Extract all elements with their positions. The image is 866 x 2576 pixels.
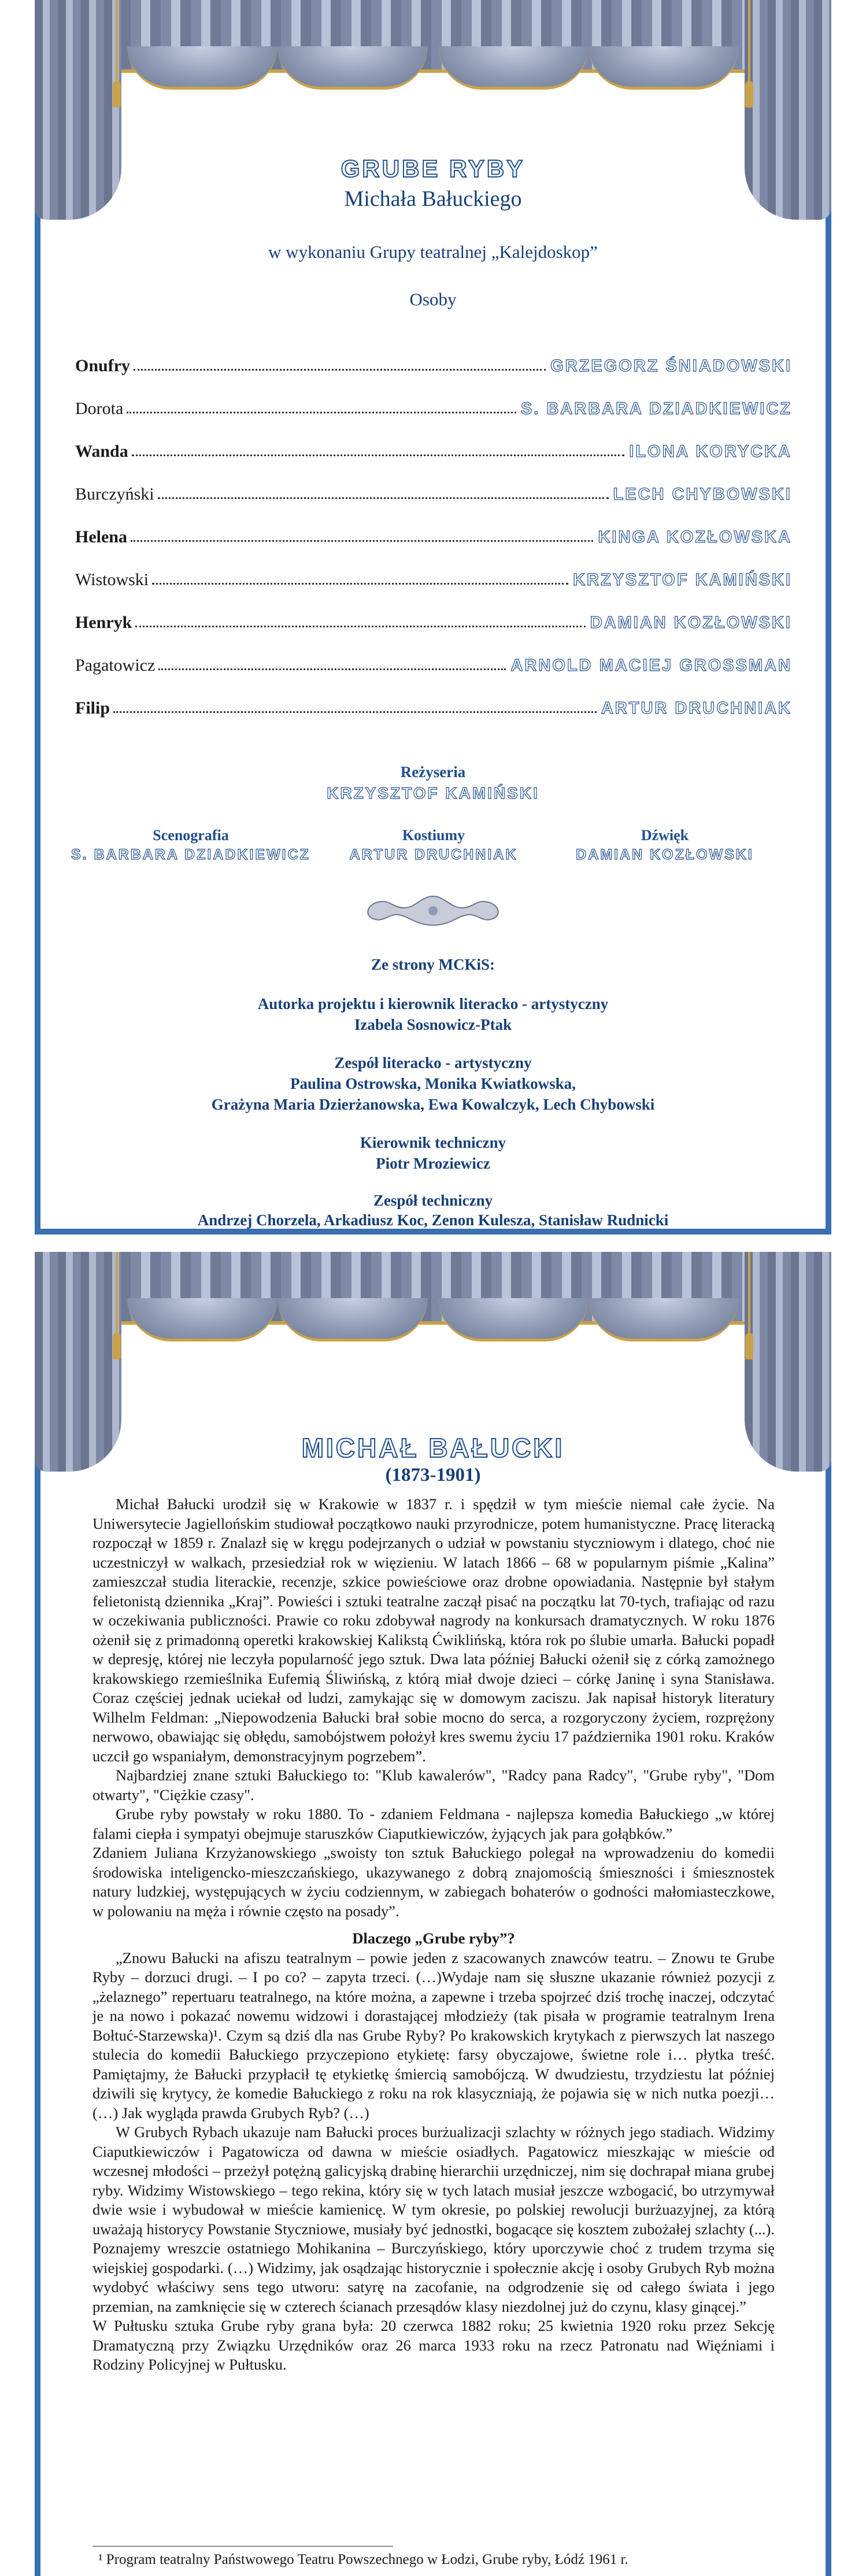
author-role: Autorka projektu i kierownik literacko - artystyczny [257,995,609,1012]
play-author: Michała Bałuckiego [344,187,522,211]
cast-row [75,646,792,675]
cast-actor: GRZEGORZ ŚNIADOWSKI [550,357,792,375]
director-name: KRZYSZTOF KAMIŃSKI [327,784,539,802]
cast-actor: ARNOLD MACIEJ GROSSMAN [510,656,792,675]
costumes-credit [324,827,543,863]
curtain-swag [277,46,428,90]
scenography-heading: Scenografia [153,827,229,844]
curtain-tassel [745,1333,753,1359]
curtain-swag [127,46,277,90]
ornament-divider-icon [358,890,508,931]
cast-role: Pagatowicz [75,656,156,675]
leader-dots [113,711,597,713]
bio-paragraph: Zdaniem Juliana Krzyżanowskiego „swoisty ton sztuk Bałuckiego polegał na wprowadzeniu do komedii środowiska inteligencko-mieszczańskiego, ukazywanego z dobrą znajomością śmieszności i śmiesznostek natury ludzkiej, występujących w życiu codziennym, w zabiegach bohaterów o godności małomiasteczkowe, w polowaniu na męża i równie często na posady”. [92,1844,775,1920]
persons-heading: Osoby [409,289,457,309]
sound-name: DAMIAN KOZŁOWSKI [576,847,754,863]
cast-role: Onufry [75,356,131,375]
curtain-swag [438,1298,589,1341]
curtain-swag [589,1298,739,1341]
cast-actor: LECH CHYBOWSKI [613,485,792,504]
author-name: Izabela Sosnowicz-Ptak [354,1016,512,1033]
play-title: GRUBE RYBY [341,155,525,182]
leader-dots [131,540,593,542]
cast-role: Burczyński [75,485,154,504]
cast-row [75,604,792,633]
scenography-name: S. BARBARA DZIADKIEWICZ [71,847,310,863]
curtain-swag [438,46,589,90]
cast-actor: ILONA KORYCKA [629,442,792,461]
cast-role: Wistowski [75,570,149,589]
cast-actor: KRZYSZTOF KAMIŃSKI [573,571,792,589]
bio-years: (1873-1901) [385,1465,481,1485]
curtain-tassel [113,81,121,108]
biography-text [92,1495,775,2375]
cast-row [75,390,792,419]
footnote-rule [92,2546,393,2547]
cast-row [75,689,792,718]
cast-role: Helena [75,527,127,546]
bio-paragraph: Najbardziej znane sztuki Bałuckiego to: "Klub kawalerów", "Radcy pana Radcy", "Grube ryby", "Dom otwarty", "Ciężkie czasy". [92,1766,775,1803]
tech-manager-name: Piotr Mroziewicz [376,1155,490,1172]
footnote: ¹ Program teatralny Państwowego Teatru Powszechnego w Łodzi, Grube ryby, Łódź 1961 r. [98,2552,628,2567]
tech-team-heading: Zespół techniczny [373,1192,493,1209]
mckis-heading: Ze strony MCKiS: [371,956,495,973]
cast-row [75,518,792,547]
cast-row [75,433,792,461]
costumes-name: ARTUR DRUCHNIAK [349,847,518,863]
curtain-swag [277,1298,428,1341]
leader-dots [152,583,568,585]
leader-dots [134,369,546,371]
why-heading: Dlaczego „Grube ryby”? [352,1930,515,1947]
curtain-rope [116,1252,118,1333]
literary-team-line2: Grażyna Maria Dzierżanowska, Ewa Kowalczyk, Lech Chybowski [211,1096,655,1113]
bio-paragraph: Grube ryby powstały w roku 1880. To - zdaniem Feldmana - najlepsza komedia Bałuckiego „w której falami ciepła i sympatyi obejmuje staruszków Ciaputkiewiczów, żyjących jak para gołąbków.” [92,1805,775,1842]
cast-row [75,475,792,504]
cast-row [75,561,792,590]
cast-actor: DAMIAN KOZŁOWSKI [590,613,792,632]
leader-dots [132,454,625,456]
curtain-tassel [113,1333,121,1359]
literary-team-line1: Paulina Ostrowska, Monika Kwiatkowska, [290,1075,576,1092]
leader-dots [135,626,585,627]
cast-row [75,347,792,376]
scenography-credit [58,827,324,863]
direction-heading: Reżyseria [400,763,466,781]
curtain-swag [589,46,739,90]
right-border [826,1425,831,2576]
bio-title: MICHAŁ BAŁUCKI [301,1433,565,1463]
curtain-rope [748,1252,750,1333]
bio-paragraph: Michał Bałucki urodził się w Krakowie w 1837 r. i spędził w tym mieście niemal całe życie. Na Uniwersytecie Jagiellońskim studiował początkowo nauki przyrodnicze, potem humanistyczne. Pracę literacką rozpoczął w 1859 r. Znalazł się w kręgu podejrzanych o udział w powstaniu styczniowym i dlatego, choć nie uczestniczył w walkach, przesiedział rok w więzieniu. W latach 1866 – 68 w popularnym piśmie „Kalina” zamieszczał studia literackie, recenzje, szkice powieściowe oraz drobne opowiadania. Następnie był stałym felietonistą dziennika „Kraj”. Powieści i sztuki teatralne zaczął pisać na początku lat 70-tych, trafiając od razu w oczekiwania publiczności. Prawie co roku zdobywał nagrody na konkursach dramatycznych. W roku 1876 ożenił się z primadonną operetki krakowskiej Kalikstą Ćwiklińską, która rok po ślubie umarła. Bałucki popadł w depresję, której nie leczyła popularność jego sztuk. Dwa lata później Bałucki ożenił się z córką zamożnego krakowskiego rzemieślnika Eufemią Śliwińską, z którą miał dwoje dzieci – córkę Janinę i syna Stanisława. Coraz częściej jednak uciekał od ludzi, zamykając się w domowym zaciszu. Jak napisał historyk literatury Wilhelm Feldman: „Niepowodzenia Bałucki brał sobie mocno do serca, a rozgoryczony życiem, rozprężony nerwowo, obawiając się obłędu, samobójstwem położył kres swemu życiu 17 października 1901 roku. Kraków uczcił go wspaniałym, demonstracyjnym pogrzebem”. [92,1495,775,1765]
costumes-heading: Kostiumy [402,827,465,844]
curtain-rope [116,0,118,81]
why-paragraph: W Grubych Rybach ukazuje nam Bałucki proces burżualizacji szlachty w różnych jego stadiach. Widzimy Ciaputkiewiczów i Pagatowicza od dawna w mieście osiadłych. Pagatowicz mieszkając w mieście od wczesnej młodości – przeżył potężną galicyjską drabinę hierarchii urzędniczej, nim się dochrapał miana grubej ryby. Widzimy Wistowskiego – tego rekina, który się w tych latach musiał jeszcze wzbogacić, bo utrzymywał dwie wsie i wybudował w mieście kamienicę. W tym okresie, po polskiej rewolucji burżuazyjnej, za którą uważają historycy Powstanie Styczniowe, musiały być jednostki, bogacące się kosztem zubożałej szlachty (...). Poznajemy wreszcie ostatniego Mohikanina – Burczyńskiego, który uporczywie choć z trudem trzyma się wiejskiej gospodarki. (…) Widzimy, jak osądzając historycznie i społecznie akcję i osoby Grubych Ryb można wydobyć właściwy sens tego utworu: satyrę na zacofanie, na odgrodzenie się od całego świata i jego przemian, na zamknięcie się w czterech ścianach przesądów klasy niezdolnej już do czynu, klasy ginącej.” [92,2123,775,2315]
leader-dots [127,412,516,413]
sound-heading: Dźwięk [641,827,689,844]
cast-actor: S. BARBARA DZIADKIEWICZ [520,400,792,418]
program-page-biography [0,1252,866,2576]
tech-team-names: Andrzej Chorzela, Arkadiusz Koc, Zenon Kulesza, Stanisław Rudnicki [197,1211,669,1229]
cast-role: Filip [75,698,110,718]
why-paragraph: W Pułtusku sztuka Grube ryby grana była: 20 czerwca 1882 roku; 25 kwietnia 1920 roku przez Sekcję Dramatyczną przy Związku Urzędników oraz 26 marca 1933 roku na rzecz Patronatu nad Więźniami i Rodziny Policyjnej w Pułtusku. [92,2317,775,2373]
cast-actor: ARTUR DRUCHNIAK [601,699,792,718]
cast-role: Henryk [75,613,132,632]
literary-team-heading: Zespół literacko - artystyczny [334,1054,532,1071]
tech-manager-heading: Kierownik techniczny [360,1134,506,1151]
cast-role: Dorota [75,399,124,418]
why-paragraph: „Znowu Bałucki na afiszu teatralnym – powie jeden z szacowanych znawców teatru. – Znowu te Grube Ryby – dorzuci drugi. – I po co? – zapyta trzeci. (…)Wydaje nam się słuszne ukazanie również pozycji z „żelaznego” repertuaru teatralnego, na które można, a zapewne i trzeba spojrzeć dziś trochę inaczej, odczytać je na nowo i pokazać nowemu widzowi i dorastającej młodzieży (tak pisała w programie teatralnym Irena Bołtuć-Starzewska)¹. Czym są dziś dla nas Grube Ryby? Po krakowskich krytykach z pierwszych lat naszego stulecia do komedii Bałuckiego przyczepiono etykietę: farsy obyczajowe, świetne role i… płytka treść. Pamiętajmy, że Bałucki przypłacił tę etykietkę śmiercią samobójczą. W dwudziestu, trzydziestu lat później dziwili się krytycy, że komedie Bałuckiego z roku na rok klasyczniają, że pojawia się w nich nutka poezji… (…) Jak wygląda prawda Grubych Ryb? (…) [92,1949,775,2122]
cast-role: Wanda [75,442,128,461]
cast-actor: KINGA KOZŁOWSKA [598,528,792,546]
curtain-tassel [745,81,753,108]
left-border [35,1425,40,2576]
performed-by: w wykonaniu Grupy teatralnej „Kalejdoskop” [268,242,598,262]
curtain-swag [127,1298,277,1341]
sound-credit [543,827,786,863]
leader-dots [158,497,609,499]
program-page-cast [0,0,866,1235]
leader-dots [158,668,506,670]
curtain-rope [748,0,750,81]
